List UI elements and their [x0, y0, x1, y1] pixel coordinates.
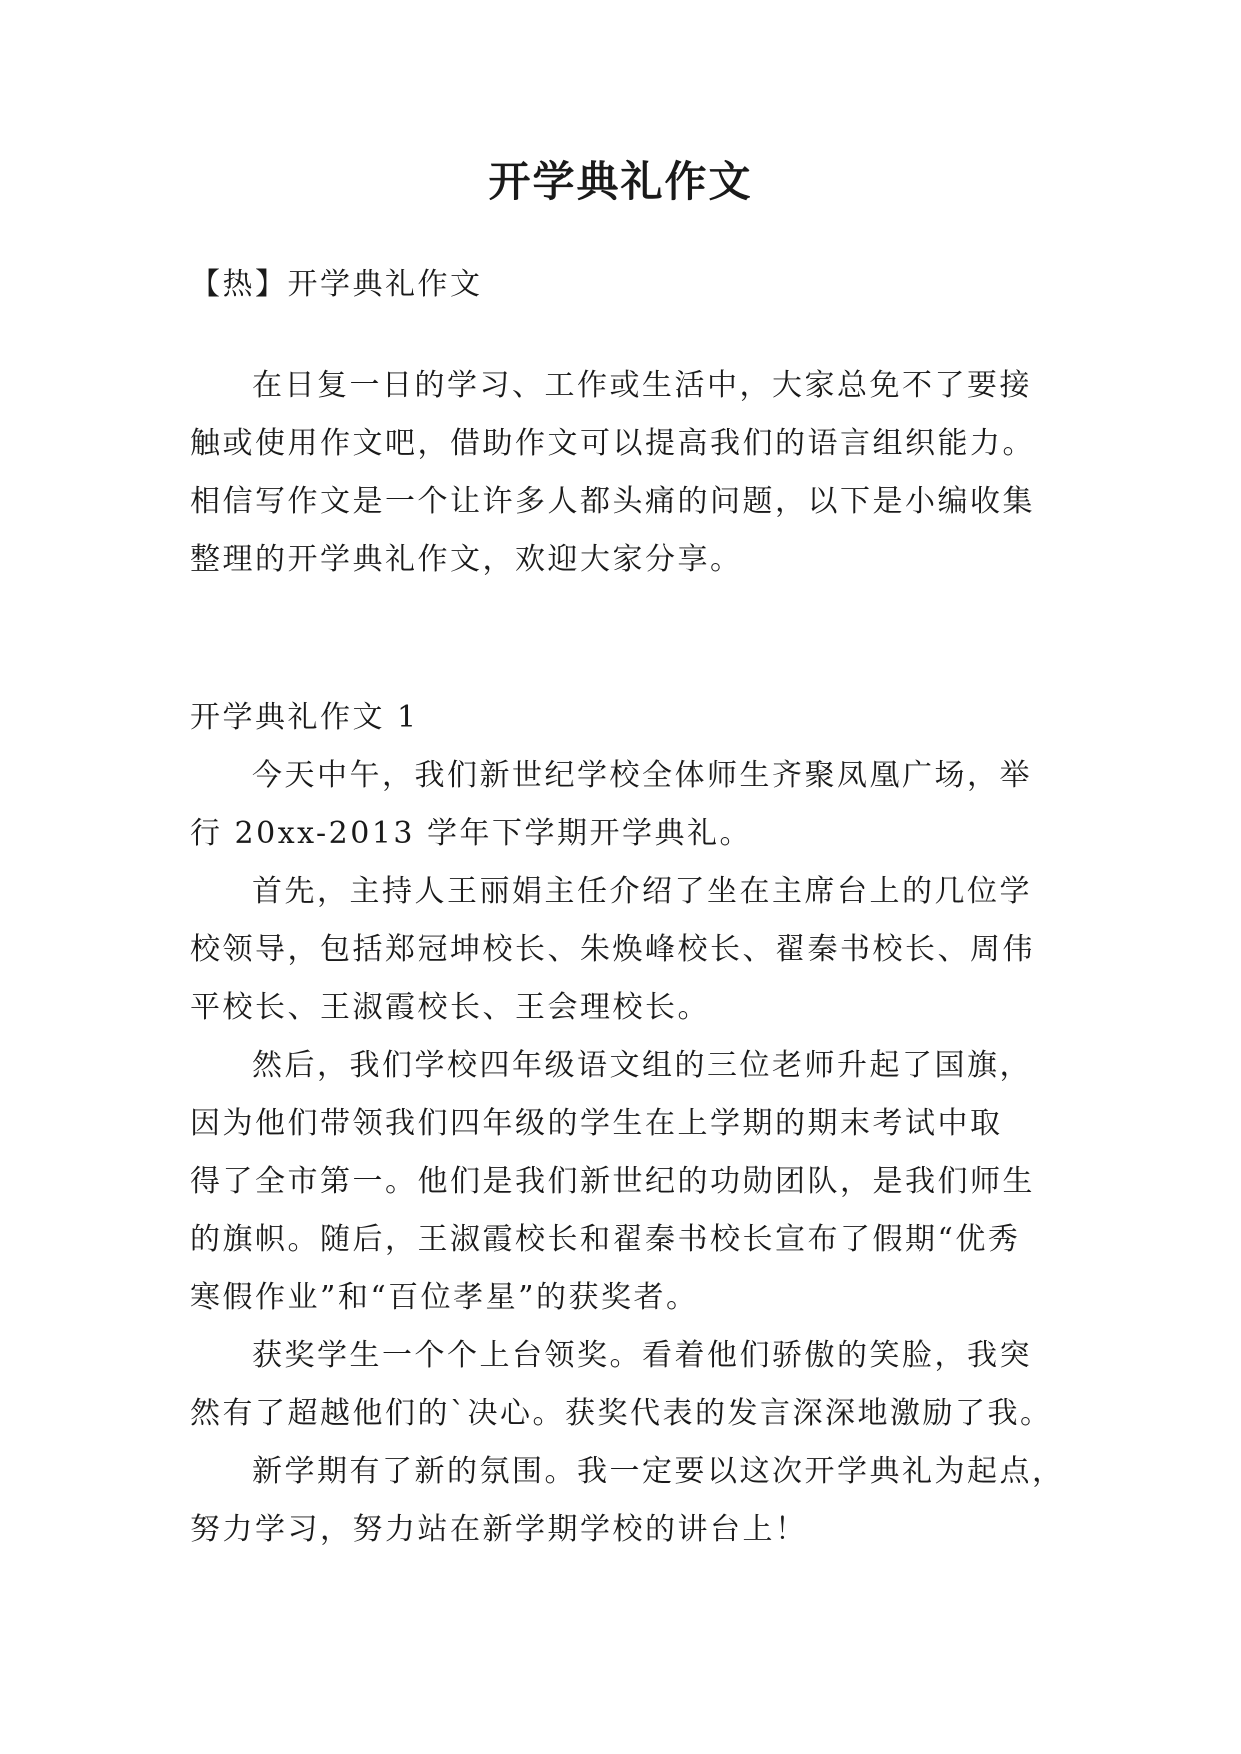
- body-line: 获奖学生一个个上台领奖。看着他们骄傲的笑脸，我突: [252, 1338, 1032, 1373]
- intro-line: 相信写作文是一个让许多人都头痛的问题，以下是小编收集: [190, 484, 1035, 519]
- document-title: 开学典礼作文: [488, 157, 753, 206]
- body-line: 的旗帜。随后，王淑霞校长和翟秦书校长宣布了假期“优秀: [190, 1222, 1021, 1257]
- body-line: 然后，我们学校四年级语文组的三位老师升起了国旗，: [252, 1048, 1032, 1083]
- intro-line: 触或使用作文吧，借助作文可以提高我们的语言组织能力。: [190, 426, 1035, 461]
- body-line: 寒假作业”和“百位孝星”的获奖者。: [190, 1280, 699, 1315]
- intro-line: 整理的开学典礼作文，欢迎大家分享。: [190, 542, 743, 577]
- section-heading: 开学典礼作文 1: [190, 700, 419, 735]
- document-subtitle: 【热】开学典礼作文: [190, 267, 483, 302]
- body-line: 得了全市第一。他们是我们新世纪的功勋团队，是我们师生: [190, 1164, 1035, 1199]
- body-line: 平校长、王淑霞校长、王会理校长。: [190, 990, 710, 1025]
- body-line: 努力学习，努力站在新学期学校的讲台上！: [190, 1512, 808, 1547]
- body-line: 新学期有了新的氛围。我一定要以这次开学典礼为起点，: [252, 1454, 1065, 1489]
- body-line: 因为他们带领我们四年级的学生在上学期的期末考试中取: [190, 1106, 1003, 1141]
- body-line: 校领导，包括郑冠坤校长、朱焕峰校长、翟秦书校长、周伟: [190, 932, 1035, 967]
- body-line: 然有了超越他们的`决心。获奖代表的发言深深地激励了我。: [190, 1396, 1053, 1431]
- body-line: 行 20xx-2013 学年下学期开学典礼。: [190, 816, 753, 851]
- body-line: 首先，主持人王丽娟主任介绍了坐在主席台上的几位学: [252, 874, 1032, 909]
- body-line: 今天中午，我们新世纪学校全体师生齐聚凤凰广场，举: [252, 758, 1032, 793]
- intro-line: 在日复一日的学习、工作或生活中，大家总免不了要接: [252, 368, 1032, 403]
